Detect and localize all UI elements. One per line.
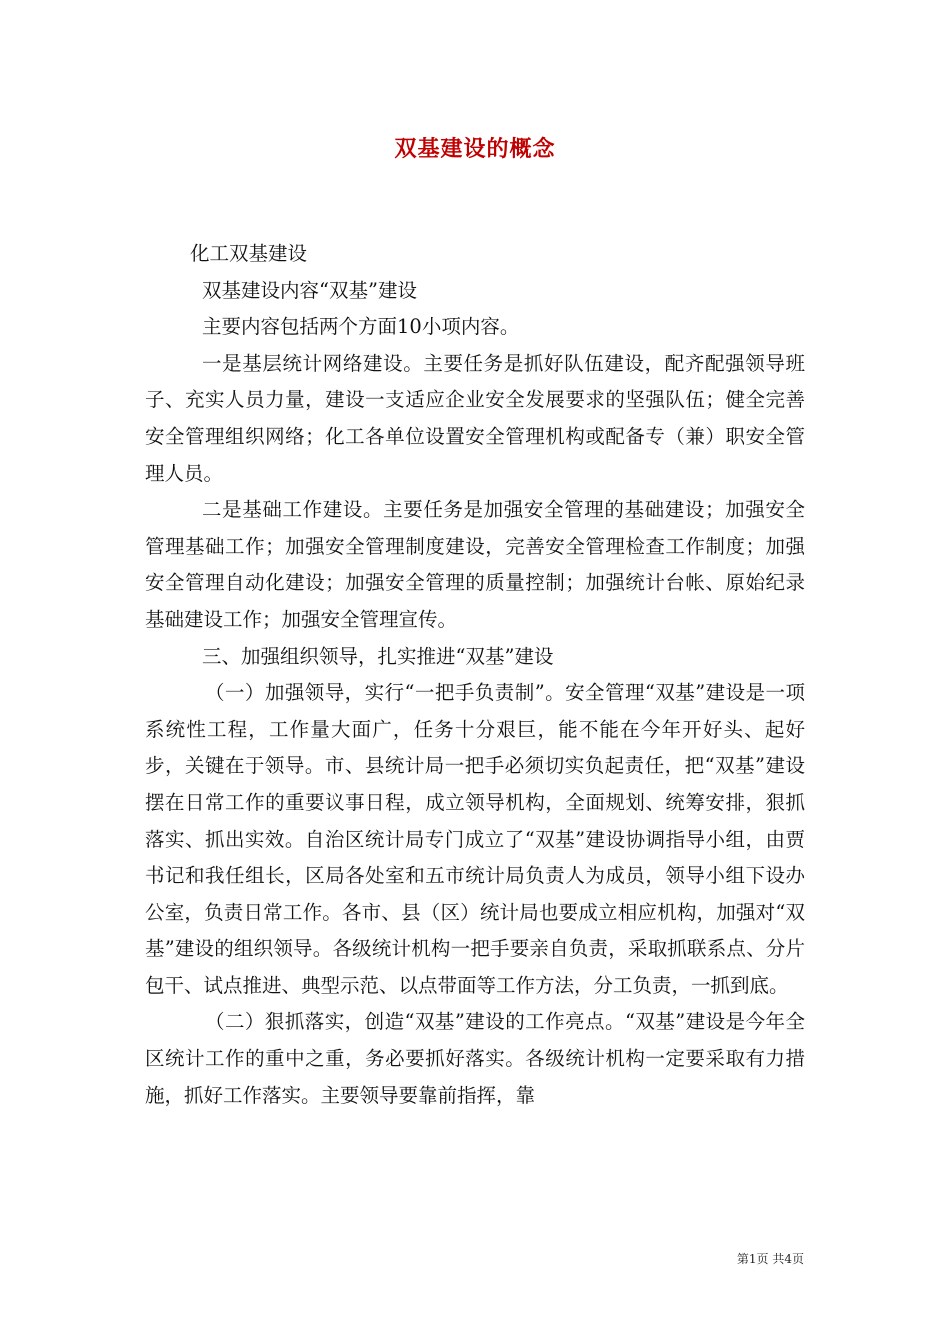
paragraph-summary: 主要内容包括两个方面10小项内容。 <box>202 315 520 339</box>
paragraph-subheading: 双基建设内容“双基”建设 <box>202 278 417 302</box>
paragraph-leadership: （一）加强领导，实行“一把手负责制”。安全管理“双基”建设是一项系统性工程，工作量大面广，任务十分艰巨，能不能在今年开好头、起好步，关键在于领导。市、县统计局一把手必须切实负起责任，把“双基”建设摆在日常工作的重要议事日程，成立领导机构，全面规划、统筹安排，狠抓落实、抓出实效。自治区统计局专门成立了“双基”建设协调指导小组，由贾书记和我任组长，区局各处室和五市统计局负责人为成员，领导小组下设办公室，负责日常工作。各市、县（区）统计局也要成立相应机构，加强对“双基”建设的组织领导。各级统计机构一把手要亲自负责，采取抓联系点、分片包干、试点推进、典型示范、以点带面等工作方法，分工负责，一抓到底。 <box>145 681 805 997</box>
page-number-footer: 第1页 共4页 <box>736 1252 804 1266</box>
document-title: 双基建设的概念 <box>394 136 556 162</box>
paragraph-section-three-heading: 三、加强组织领导，扎实推进“双基”建设 <box>202 644 554 668</box>
paragraph-implementation: （二）狠抓落实，创造“双基”建设的工作亮点。“双基”建设是今年全区统计工作的重中之重，务必要抓好落实。各级统计机构一定要采取有力措施，抓好工作落实。主要领导要靠前指挥，靠 <box>145 1010 805 1107</box>
document-body <box>145 236 805 1114</box>
paragraph-basic-work-construction: 二是基础工作建设。主要任务是加强安全管理的基础建设；加强安全管理基础工作；加强安全管理制度建设，完善安全管理检查工作制度；加强安全管理自动化建设；加强安全管理的质量控制；加强统计台帐、原始纪录基础建设工作；加强安全管理宣传。 <box>145 498 805 631</box>
paragraph-heading: 化工双基建设 <box>190 242 308 265</box>
paragraph-network-construction: 一是基层统计网络建设。主要任务是抓好队伍建设，配齐配强领导班子、充实人员力量，建设一支适应企业安全发展要求的坚强队伍；健全完善安全管理组织网络；化工各单位设置安全管理机构或配备专（兼）职安全管理人员。 <box>145 351 805 485</box>
